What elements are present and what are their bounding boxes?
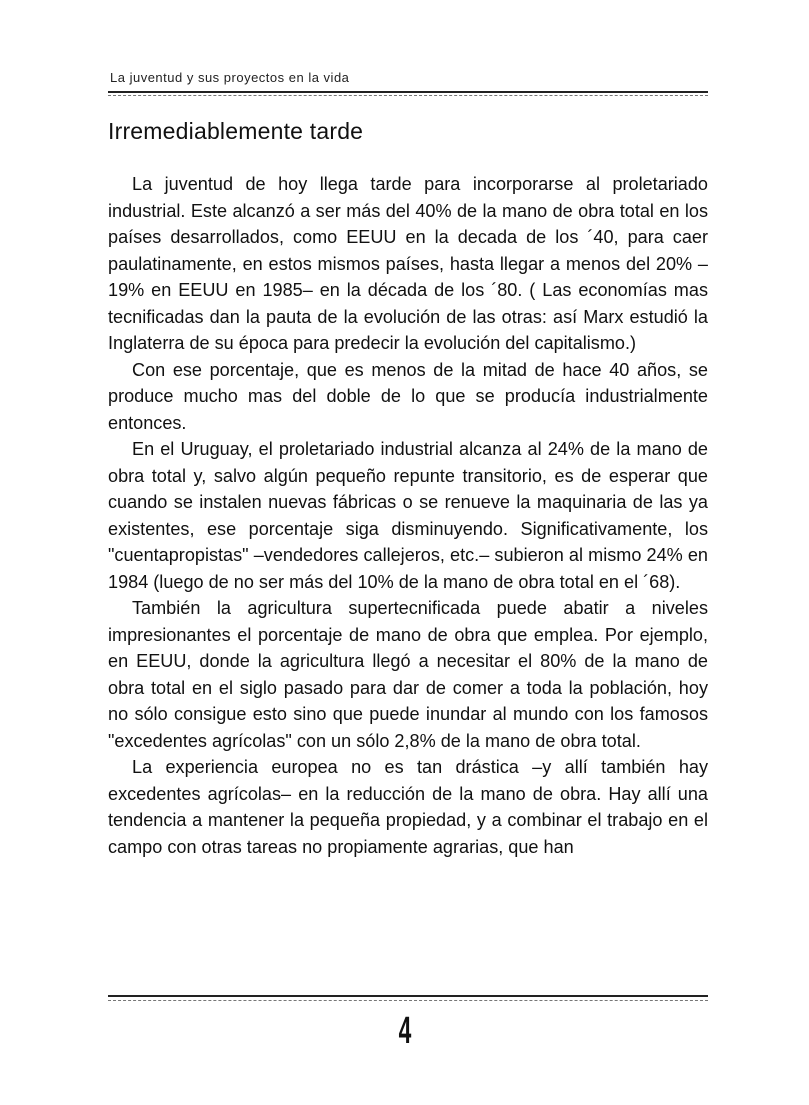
section-title: Irremediablemente tarde xyxy=(108,118,364,144)
paragraph-3: En el Uruguay, el proletariado industrial alcanza al 24% de la mano de obra total y, salvo algún pequeño repunte transitorio, es de esperar que cuando se instalen nuevas fábricas o se renueve la maquinaria de las ya existentes, ese porcentaje siga disminuyendo. Significativamente, los "cuentapropistas" –vendedores callejeros, etc.– subieron al mismo 24% en 1984 (luego de no ser más del 10% de la mano de obra total en el ´68). xyxy=(108,439,708,592)
page-number: 4 xyxy=(398,1010,412,1052)
footer-rule xyxy=(108,995,708,997)
paragraph-2: Con ese porcentaje, que es menos de la mitad de hace 40 años, se produce mucho mas del doble de lo que se producía industrialmente entonces. xyxy=(108,359,708,433)
body-text xyxy=(108,171,708,860)
header-rule xyxy=(108,91,708,93)
paragraph-1: La juventud de hoy llega tarde para incorporarse al proletariado industrial. Este alcanzó a ser más del 40% de la mano de obra total en los países desarrollados, como EEUU en la decada de los ´40, para caer paulatinamente, en estos mismos países, hasta llegar a menos del 20% –19% en EEUU en 1985– en la década de los ´80. ( Las economías mas tecnificadas dan la pauta de la evolución de las otras: así Marx estudió la Inglaterra de su época para predecir la evolución del capitalismo.) xyxy=(108,174,708,353)
footer-rule-secondary xyxy=(108,1000,708,1001)
paragraph-5: La experiencia europea no es tan drástica –y allí también hay excedentes agrícolas– en la reducción de la mano de obra. Hay allí una tendencia a mantener la pequeña propiedad, y a combinar el trabajo en el campo con otras tareas no propiamente agrarias, que han xyxy=(108,757,708,857)
header-rule-secondary xyxy=(108,95,708,96)
paragraph-4: También la agricultura supertecnificada puede abatir a niveles impresionantes el porcentaje de mano de obra que emplea. Por ejemplo, en EEUU, donde la agricultura llegó a necesitar el 80% de la mano de obra total en el siglo pasado para dar de comer a toda la población, hoy no sólo consigue esto sino que puede inundar al mundo con los famosos "excedentes agrícolas" con un sólo 2,8% de la mano de obra total. xyxy=(108,598,708,751)
running-header: La juventud y sus proyectos en la vida xyxy=(110,70,350,85)
